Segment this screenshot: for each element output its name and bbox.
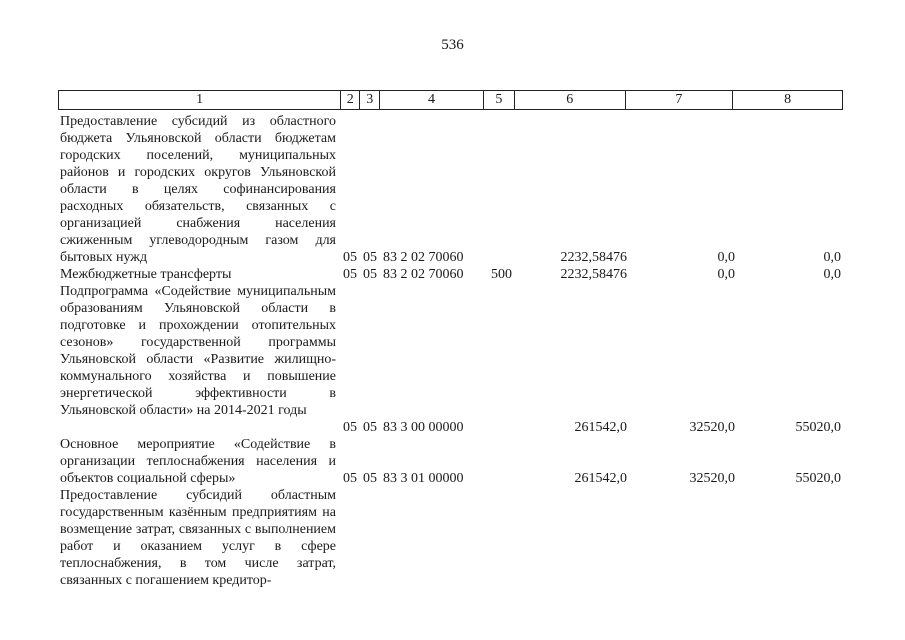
table-row <box>60 266 845 283</box>
table-row <box>60 436 845 487</box>
row-values <box>60 589 845 606</box>
row-name: Предоставление субсидий из областного бюджета Ульяновской области бюджетам городских поселений, муниципальных районов и городских округов Ульяновской области в целях софинансирования расходных обязательств, связанных с организацией снабжения населения сжиженным углеводородным газом для бытовых нужд <box>60 114 336 265</box>
row-csr: 83 2 02 70060 <box>383 267 464 282</box>
row-csr: 83 2 02 70060 <box>383 250 464 265</box>
row-rz: 05 <box>343 471 357 486</box>
row-value-2021: 32520,0 <box>689 420 735 435</box>
row-value-2021: 32520,0 <box>689 471 735 486</box>
row-vr: 500 <box>491 267 512 282</box>
row-csr: 83 3 01 00000 <box>383 471 464 486</box>
row-name: Подпрограмма «Содействие муниципальным образованиям Ульяновской области в подготовке и прохождении отопительных сезонов» государственной программы Ульяновской области «Развитие жилищно-коммунального хозяйства и повышение энергетической эффективности в Ульяновской области» на 2014-2021 годы <box>60 284 336 418</box>
row-value-2022: 0,0 <box>823 267 841 282</box>
table-header-row <box>58 90 843 110</box>
row-csr: 83 3 00 00000 <box>383 420 464 435</box>
row-rz: 05 <box>343 267 357 282</box>
header-col-7: 7 <box>626 91 734 109</box>
row-value-2020: 261542,0 <box>574 471 627 486</box>
row-value-2022: 55020,0 <box>795 471 841 486</box>
row-pr: 05 <box>363 267 377 282</box>
row-rz: 05 <box>343 250 357 265</box>
header-col-8: 8 <box>784 92 792 107</box>
header-col-4: 4 <box>380 91 484 109</box>
header-col-3: 3 <box>360 91 380 109</box>
row-name: Предоставление субсидий областным государственным казённым предприятиям на возмещение затрат, связанных с выполнением работ и оказанием услуг в сфере теплоснабжения, в том числе затрат, связанных с погашением кредитор- <box>60 488 336 588</box>
row-value-2020: 261542,0 <box>574 420 627 435</box>
row-value-2021: 0,0 <box>717 267 735 282</box>
table-row <box>60 113 845 266</box>
header-col-6: 6 <box>515 91 626 109</box>
page-number: 536 <box>441 37 464 53</box>
row-pr: 05 <box>363 420 377 435</box>
row-value-2020: 2232,58476 <box>560 250 627 265</box>
header-col-5: 5 <box>484 91 515 109</box>
row-name: Основное мероприятие «Содействие в организации теплоснабжения населения и объектов социальной сферы» <box>60 437 336 486</box>
row-pr: 05 <box>363 471 377 486</box>
table-row <box>60 283 845 436</box>
header-col-1: 1 <box>59 91 341 109</box>
header-col-2: 2 <box>341 91 360 109</box>
row-values <box>60 266 845 283</box>
table-row <box>60 487 845 606</box>
row-values <box>60 470 845 487</box>
row-value-2022: 55020,0 <box>795 420 841 435</box>
row-value-2020: 2232,58476 <box>560 267 627 282</box>
row-value-2021: 0,0 <box>717 250 735 265</box>
row-rz: 05 <box>343 420 357 435</box>
row-value-2022: 0,0 <box>823 250 841 265</box>
row-values <box>60 419 845 436</box>
row-pr: 05 <box>363 250 377 265</box>
row-name: Межбюджетные трансферты <box>60 267 232 282</box>
row-values <box>60 249 845 266</box>
